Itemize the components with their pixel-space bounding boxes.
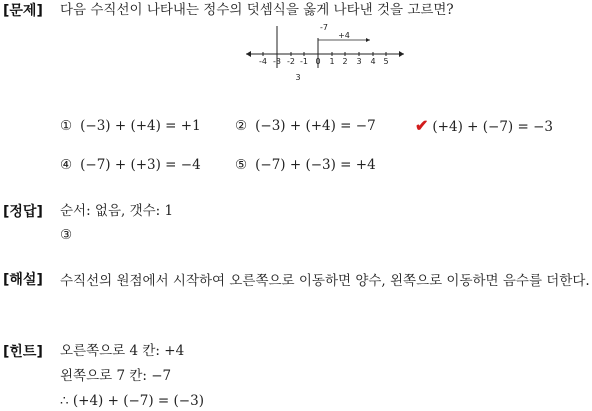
arrow-label: +4 (338, 31, 350, 40)
choice-expression: (+4) + (−7) = −3 (432, 119, 553, 135)
question-text: 다음 수직선이 나타내는 정수의 덧셈식을 옳게 나타낸 것을 고르면? (60, 2, 454, 18)
choice-3[interactable] (415, 116, 553, 135)
below-label: 3 (295, 73, 301, 82)
choice-1[interactable] (60, 118, 201, 134)
choice-4[interactable] (60, 157, 201, 173)
hint-line-3: ∴ (+4) + (−7) = (−3) (60, 393, 204, 409)
choice-number: ④ (60, 157, 73, 173)
choice-2[interactable] (235, 118, 376, 134)
answer-line-1: 순서: 없음, 갯수: 1 (60, 203, 174, 219)
tick-label: -4 (259, 57, 267, 66)
explanation-text: 수직선의 원점에서 시작하여 오른쪽으로 이동하면 양수, 왼쪽으로 이동하면 음수를 더한다. (60, 273, 590, 289)
section-label-problem: [문제] (3, 3, 43, 19)
section-label-hint: [힌트] (3, 344, 43, 360)
choice-5[interactable] (235, 157, 376, 173)
tick-label: 4 (370, 57, 376, 66)
tick-label: 3 (356, 57, 362, 66)
choice-expression: (−7) + (−3) = +4 (255, 157, 376, 173)
top-label: -7 (320, 23, 328, 32)
checkmark-icon: ✔ (415, 116, 429, 135)
section-label-explanation: [해설] (3, 272, 43, 288)
choice-number: ⑤ (235, 157, 248, 173)
choice-expression: (−3) + (+4) = +1 (80, 118, 201, 134)
choice-number: ② (235, 118, 248, 134)
hint-line-1: 오른쪽으로 4 칸: +4 (60, 343, 185, 359)
section-label-answer: [정답] (3, 204, 43, 220)
tick-label: -2 (287, 57, 295, 66)
tick-label: 0 (315, 57, 321, 66)
tick-label: 1 (329, 57, 335, 66)
choice-number: ① (60, 118, 73, 134)
tick-label: 2 (342, 57, 348, 66)
tick-label: 5 (383, 57, 389, 66)
choice-expression: (−3) + (+4) = −7 (255, 118, 376, 134)
answer-line-2: ③ (60, 227, 73, 243)
number-line-diagram (240, 22, 420, 92)
tick-label: -1 (300, 57, 308, 66)
tick-label: -3 (273, 57, 281, 66)
choice-expression: (−7) + (+3) = −4 (80, 157, 201, 173)
hint-line-2: 왼쪽으로 7 칸: −7 (60, 368, 172, 384)
